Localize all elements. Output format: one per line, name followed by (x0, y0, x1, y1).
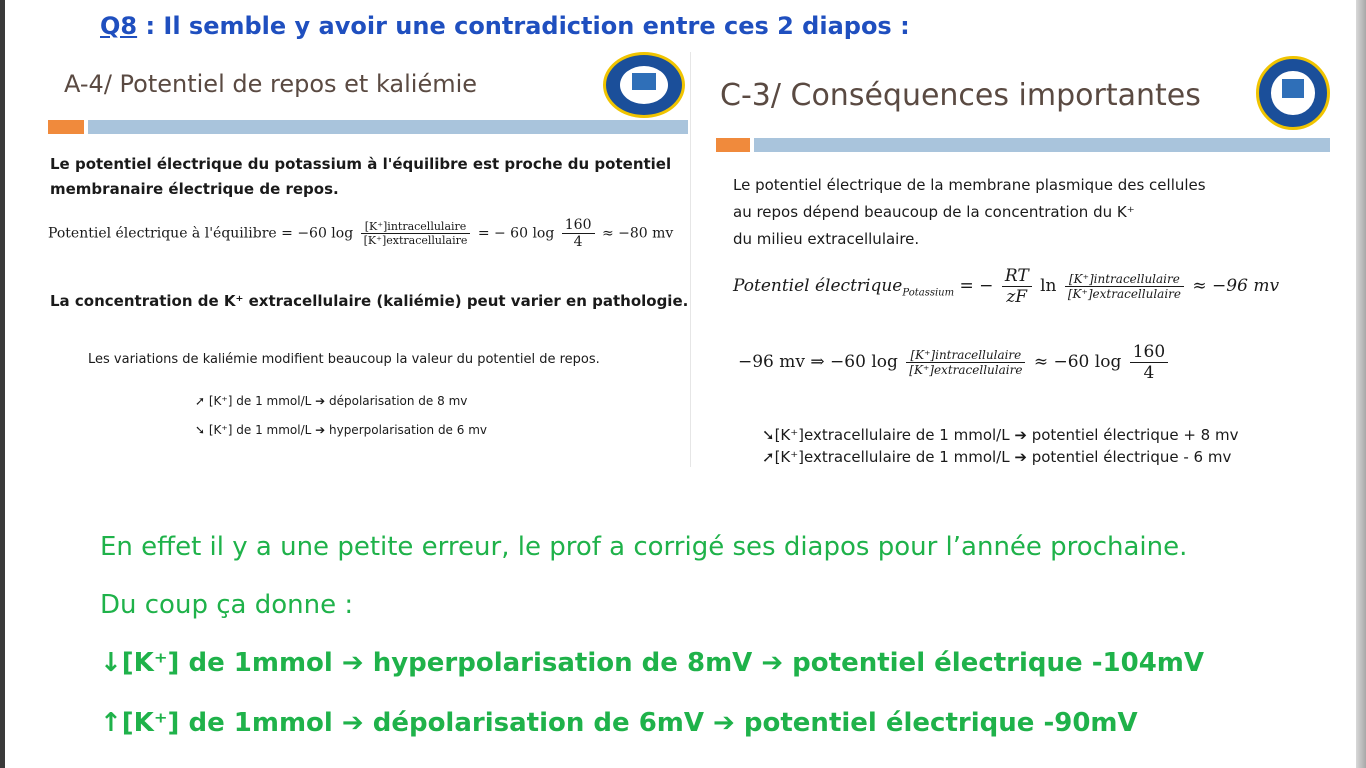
accent-bar-blue (754, 138, 1330, 152)
window-left-edge (0, 0, 5, 768)
slide-left-formula: Potentiel électrique à l'équilibre = −60 log $\frac{\text{[K⁺]intracellulaire}}{\text{[K⁺]extracellulaire}}$ = − 60 log $\frac{160}{4}$ ≈ −80 mv (48, 217, 674, 250)
answer-line1: En effet il y a une petite erreur, le prof a corrigé ses diapos pour l’année prochaine. (100, 532, 1188, 562)
slide-right-line1: Le potentiel électrique de la membrane plasmique des cellules (733, 176, 1206, 194)
slide-right-line3: du milieu extracellulaire. (733, 230, 920, 248)
slide-left-line2: membranaire électrique de repos. (50, 180, 339, 198)
accent-bar-orange (48, 120, 84, 134)
slide-left-title: A-4/ Potentiel de repos et kaliémie (64, 70, 478, 98)
accent-bar-blue (88, 120, 688, 134)
faculty-logo (603, 52, 685, 118)
answer-line2: Du coup ça donne : (100, 590, 354, 620)
scrollbar[interactable] (1356, 0, 1366, 768)
slide-right-title: C-3/ Conséquences importantes (720, 78, 1201, 113)
slide-right-bullet2: ➚[K⁺]extracellulaire de 1 mmol/L ➔ potentiel électrique - 6 mv (762, 448, 1232, 466)
slide-left (40, 52, 691, 467)
slide-left-line4: Les variations de kaliémie modifient beaucoup la valeur du potentiel de repos. (88, 352, 600, 367)
slide-right-line2: au repos dépend beaucoup de la concentration du K⁺ (733, 203, 1135, 221)
slide-left-bullet2: ➘ [K⁺] de 1 mmol/L ➔ hyperpolarisation de 6 mv (195, 423, 487, 437)
answer-line3: ↓[K⁺] de 1mmol ➔ hyperpolarisation de 8mV ➔ potentiel électrique -104mV (100, 648, 1204, 678)
accent-bar-orange (716, 138, 750, 152)
slide-left-bullet1: ➚ [K⁺] de 1 mmol/L ➔ dépolarisation de 8 mv (195, 394, 468, 408)
slide-right-bullet1: ➘[K⁺]extracellulaire de 1 mmol/L ➔ potentiel électrique + 8 mv (762, 426, 1239, 444)
slide-left-line3: La concentration de K⁺ extracellulaire (kaliémie) peut varier en pathologie. (50, 292, 689, 310)
question-title (100, 12, 910, 40)
question-text: : Il semble y avoir une contradiction entre ces 2 diapos : (137, 12, 910, 40)
slide-right (712, 52, 1338, 472)
answer-line4: ↑[K⁺] de 1mmol ➔ dépolarisation de 6mV ➔ potentiel électrique -90mV (100, 708, 1138, 738)
slide-right-formula1: Potentiel électrique$_{Potassium}$ = − $\frac{RT}{zF}$ ln $\frac{\text{[K⁺]intracellulaire}}{\text{[K⁺]extracellulaire}}$ ≈ −96 mv (733, 266, 1280, 307)
slide-left-line1: Le potentiel électrique du potassium à l'équilibre est proche du potentiel (50, 155, 672, 173)
faculty-logo (1256, 56, 1330, 130)
slide-right-formula2: −96 mv ⇒ −60 log $\frac{\text{[K⁺]intracellulaire}}{\text{[K⁺]extracellulaire}}$ ≈ −60 log $\frac{160}{4}$ (738, 342, 1171, 383)
question-number: Q8 (100, 12, 138, 40)
